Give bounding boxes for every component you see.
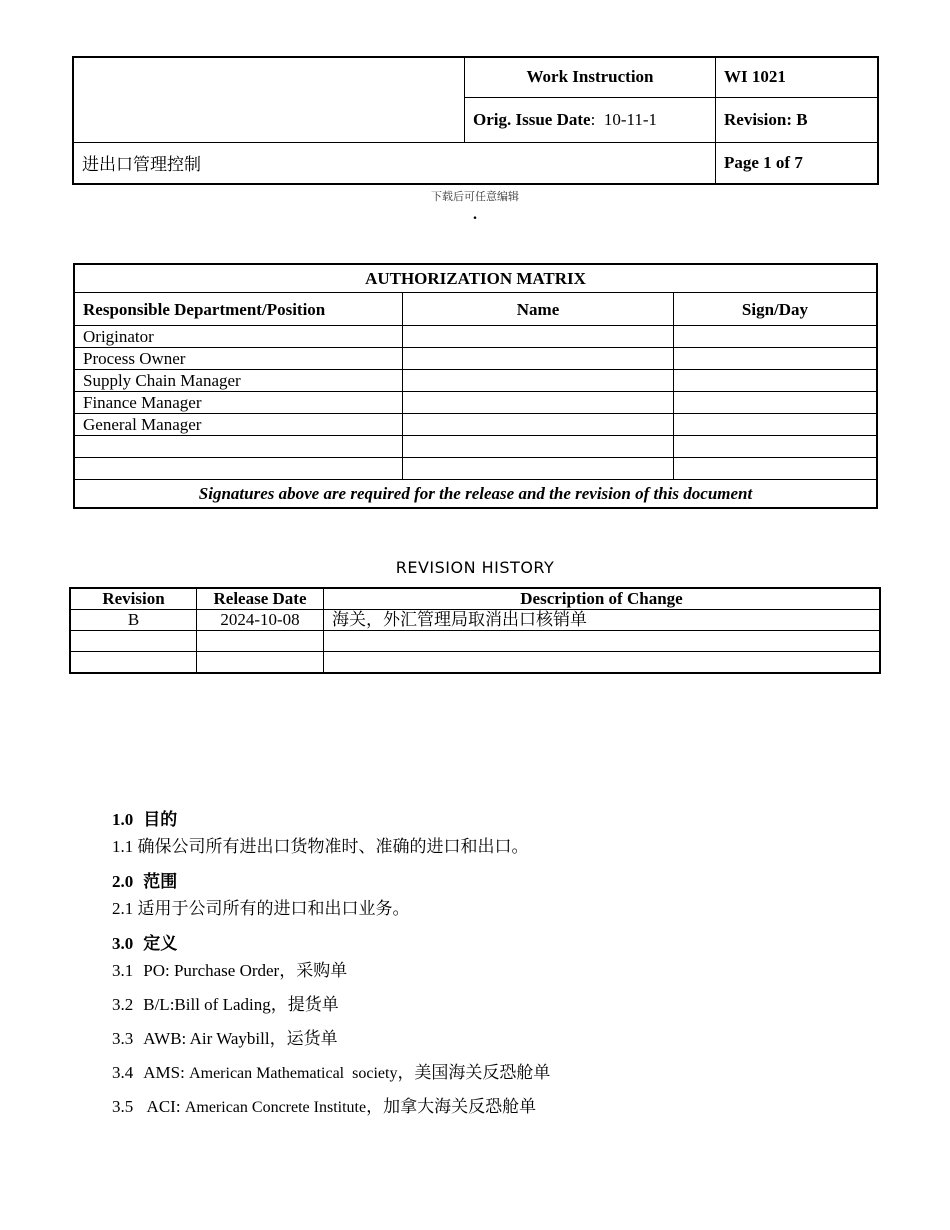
definition-cn: ，提货单: [270, 995, 339, 1014]
auth-row: [74, 436, 877, 458]
paragraph-1-1: 1.1 确保公司所有进出口货物准时、准确的进口和出口。: [112, 837, 529, 856]
orig-issue-label: Orig. Issue Date: [473, 109, 591, 129]
auth-name-cell: [403, 414, 674, 436]
authorization-matrix: [73, 263, 878, 509]
revision-history-title: REVISION HISTORY: [395, 558, 555, 577]
rev-date: [197, 652, 324, 674]
logo-area: [73, 57, 465, 142]
rev-col-description: Description of Change: [324, 588, 881, 610]
auth-sign-cell: [674, 370, 878, 392]
definition-number: 3.2: [112, 995, 134, 1014]
auth-name-cell: [403, 348, 674, 370]
section-number: 1.0: [112, 810, 134, 829]
section-heading-definitions: [112, 930, 872, 958]
table-row: [70, 610, 880, 631]
auth-sign-cell: [674, 458, 878, 480]
auth-position: Supply Chain Manager: [74, 370, 403, 392]
rev-col-revision: Revision: [70, 588, 197, 610]
definition-item: [112, 992, 872, 1018]
auth-sign-cell: [674, 326, 878, 348]
definition-item: [112, 958, 872, 984]
rev-revision: [70, 631, 197, 652]
rev-revision: B: [70, 610, 197, 631]
document-body: [112, 806, 872, 1128]
orig-issue-date: Orig. Issue Date: 10-11-1: [465, 97, 716, 142]
rev-revision: [70, 652, 197, 674]
auth-row: [74, 392, 877, 414]
document-title: 进出口管理控制: [73, 142, 716, 184]
auth-sign-cell: [674, 414, 878, 436]
table-row: [70, 652, 880, 674]
auth-position: Process Owner: [74, 348, 403, 370]
definition-cn: ，加拿大海关反恐舱单: [366, 1097, 537, 1116]
revision-history-table: [69, 587, 881, 674]
auth-position: General Manager: [74, 414, 403, 436]
definition-number: 3.4: [112, 1063, 134, 1082]
document-header-table: [72, 56, 879, 185]
section-number: 2.0: [112, 872, 134, 891]
definition-cn: ，运货单: [269, 1029, 338, 1048]
section-title: 定义: [143, 934, 178, 953]
authorization-title: AUTHORIZATION MATRIX: [74, 264, 877, 293]
auth-position: [74, 436, 403, 458]
section-title: 范围: [143, 872, 178, 891]
auth-row: [74, 458, 877, 480]
orig-issue-value: 10-11-1: [603, 109, 658, 129]
auth-sign-cell: [674, 348, 878, 370]
section-number: 3.0: [112, 934, 134, 953]
revision-label: Revision: B: [716, 97, 879, 142]
auth-col-sign: Sign/Day: [674, 293, 878, 326]
separator-dot: .: [473, 206, 477, 223]
auth-row: [74, 414, 877, 436]
definition-number: 3.5: [112, 1097, 134, 1116]
definition-item: [112, 1094, 872, 1120]
auth-sign-cell: [674, 392, 878, 414]
auth-position: [74, 458, 403, 480]
auth-position: Originator: [74, 326, 403, 348]
auth-row: [74, 348, 877, 370]
table-row: [70, 631, 880, 652]
auth-name-cell: [403, 326, 674, 348]
definition-item: [112, 1060, 872, 1086]
auth-row: [74, 370, 877, 392]
rev-description: 海关，外汇管理局取消出口核销单: [324, 610, 881, 631]
definition-term-expanded: American Concrete Institute: [184, 1099, 367, 1116]
auth-name-cell: [403, 436, 674, 458]
doc-type: Work Instruction: [465, 57, 716, 97]
definition-cn: ，美国海关反恐舱单: [397, 1063, 551, 1082]
watermark-text: 下载后可任意编辑: [431, 190, 519, 203]
auth-sign-cell: [674, 436, 878, 458]
auth-name-cell: [403, 458, 674, 480]
auth-name-cell: [403, 392, 674, 414]
definition-term: ACI:: [143, 1097, 185, 1116]
definition-term: B/L:Bill of Lading: [143, 995, 271, 1014]
definition-term: AWB: Air Waybill: [143, 1029, 270, 1048]
rev-col-date: Release Date: [197, 588, 324, 610]
paragraph-2-1: 2.1 适用于公司所有的进口和出口业务。: [112, 899, 410, 918]
doc-number: WI 1021: [716, 57, 879, 97]
rev-description: [324, 631, 881, 652]
definition-number: 3.3: [112, 1029, 134, 1048]
definition-cn: ，采购单: [279, 961, 348, 980]
section-heading-scope: [112, 868, 872, 896]
section-heading-purpose: [112, 806, 872, 834]
definition-number: 3.1: [112, 961, 134, 980]
section-title: 目的: [143, 810, 178, 829]
definition-term: PO: Purchase Order: [143, 961, 280, 980]
auth-position: Finance Manager: [74, 392, 403, 414]
definition-term-expanded: American Mathematical society: [189, 1065, 398, 1082]
auth-col-name: Name: [403, 293, 674, 326]
authorization-footer: Signatures above are required for the release and the revision of this document: [74, 480, 877, 509]
definition-term: AMS:: [143, 1063, 190, 1082]
rev-date: 2024-10-08: [197, 610, 324, 631]
auth-col-position: Responsible Department/Position: [74, 293, 403, 326]
rev-date: [197, 631, 324, 652]
auth-name-cell: [403, 370, 674, 392]
auth-row: [74, 326, 877, 348]
rev-description: [324, 652, 881, 674]
definition-item: [112, 1026, 872, 1052]
page-number: Page 1 of 7: [716, 142, 879, 184]
